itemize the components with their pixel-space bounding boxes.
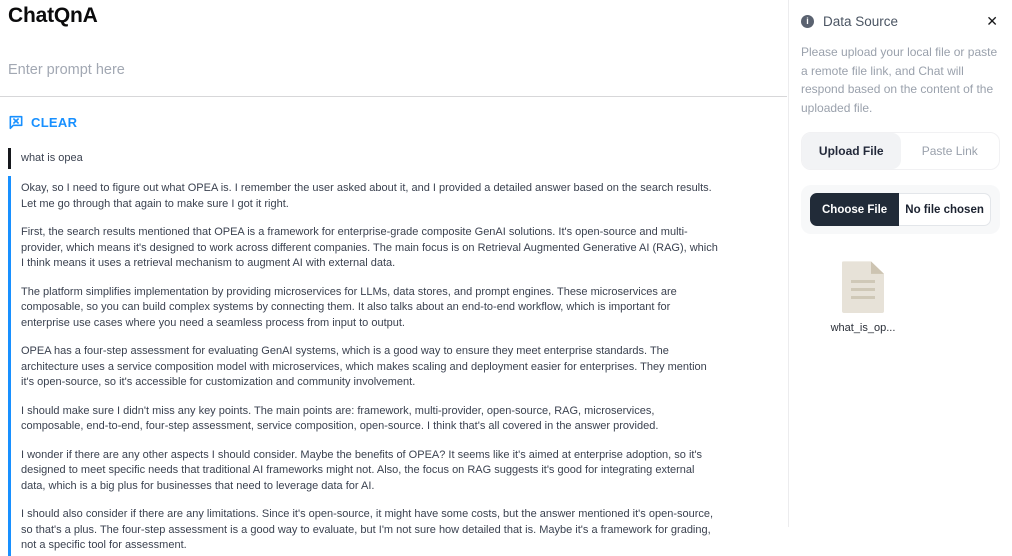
assistant-paragraph: Okay, so I need to figure out what OPEA is. I remember the user asked about it, and I provided a detailed answer based on the search results. Let me go through that again to make sure I got it right. [21, 182, 712, 210]
user-message [8, 148, 718, 169]
user-message-text: what is opea [21, 152, 83, 164]
data-source-panel [788, 0, 1012, 527]
clear-label: CLEAR [31, 114, 78, 130]
file-chosen-status: No file chosen [899, 193, 991, 226]
chat-history [8, 148, 718, 556]
assistant-paragraph: OPEA has a four-step assessment for evaluating GenAI systems, which is a good way to ensure they meet enterprise standards. The architecture uses a service composition model with microservices, which makes scaling and deployment easier for enterprises. They mention it's open-source, so it's accessible for customization and community involvement. [21, 345, 707, 388]
assistant-paragraph: I wonder if there are any other aspects I should consider. Maybe the benefits of OPEA? It seems like it's aimed at enterprise adoption, so it's designed to meet specific needs that traditional AI frameworks might not. Also, the focus on RAG suggests it's good for integrating external data, which is a big plus for businesses that need to leverage data for AI. [21, 448, 703, 492]
assistant-paragraph: I should also consider if there are any limitations. Since it's open-source, it might have some costs, but the answer mentioned it's open-source, so that's a plus. The four-step assessment is a good way to evaluate, but I'm not sure how detailed that is. Maybe it's a framework for grading, not a specific tool for assessment. [21, 508, 714, 551]
document-icon [842, 261, 884, 313]
file-input [810, 193, 991, 226]
data-source-tabs [801, 132, 1000, 170]
assistant-paragraph: The platform simplifies implementation by providing microservices for LLMs, data stores, and prompt engines. These microservices are composable, so you can build complex systems by connecting them. It also talks about an end-to-end workflow, which is important for enterprise use cases where you need a seamless process from input to output. [21, 285, 677, 329]
data-source-description: Please upload your local file or paste a remote file link, and Chat will respond based on the content of the uploaded file. [801, 45, 998, 115]
uploaded-file-item[interactable] [830, 261, 896, 334]
app-title: ChatQnA [8, 4, 98, 27]
data-source-header [801, 12, 1000, 30]
assistant-paragraph: First, the search results mentioned that OPEA is a framework for enterprise-grade composite GenAI solutions. It's open-source and multi-provider, which means it's designed to work across different companies. The main focus is on Retrieval Augmented Generative AI (RAG), which I think means it uses a retrieval mechanism to augment AI with external data. [21, 226, 718, 269]
prompt-divider [0, 96, 787, 97]
assistant-paragraph: I should make sure I didn't miss any key points. The main points are: framework, multi-provider, open-source, RAG, microservices, composable, end-to-end, four-step assessment, service composition, open-source. I think that's all covered in the answer provided. [21, 404, 659, 432]
assistant-message [8, 176, 718, 556]
tab-upload-file[interactable]: Upload File [802, 133, 901, 169]
choose-file-button[interactable]: Choose File [810, 193, 899, 226]
close-icon: ✕ [986, 13, 998, 29]
clear-button[interactable] [8, 114, 77, 130]
tab-paste-link[interactable]: Paste Link [901, 133, 1000, 169]
prompt-input[interactable] [8, 62, 768, 78]
data-source-title: Data Source [823, 13, 899, 29]
close-button[interactable] [984, 12, 1000, 30]
info-icon: i [801, 15, 814, 28]
clear-chat-icon [8, 114, 24, 130]
uploaded-file-name: what_is_op... [830, 322, 896, 335]
upload-card [801, 185, 1000, 234]
